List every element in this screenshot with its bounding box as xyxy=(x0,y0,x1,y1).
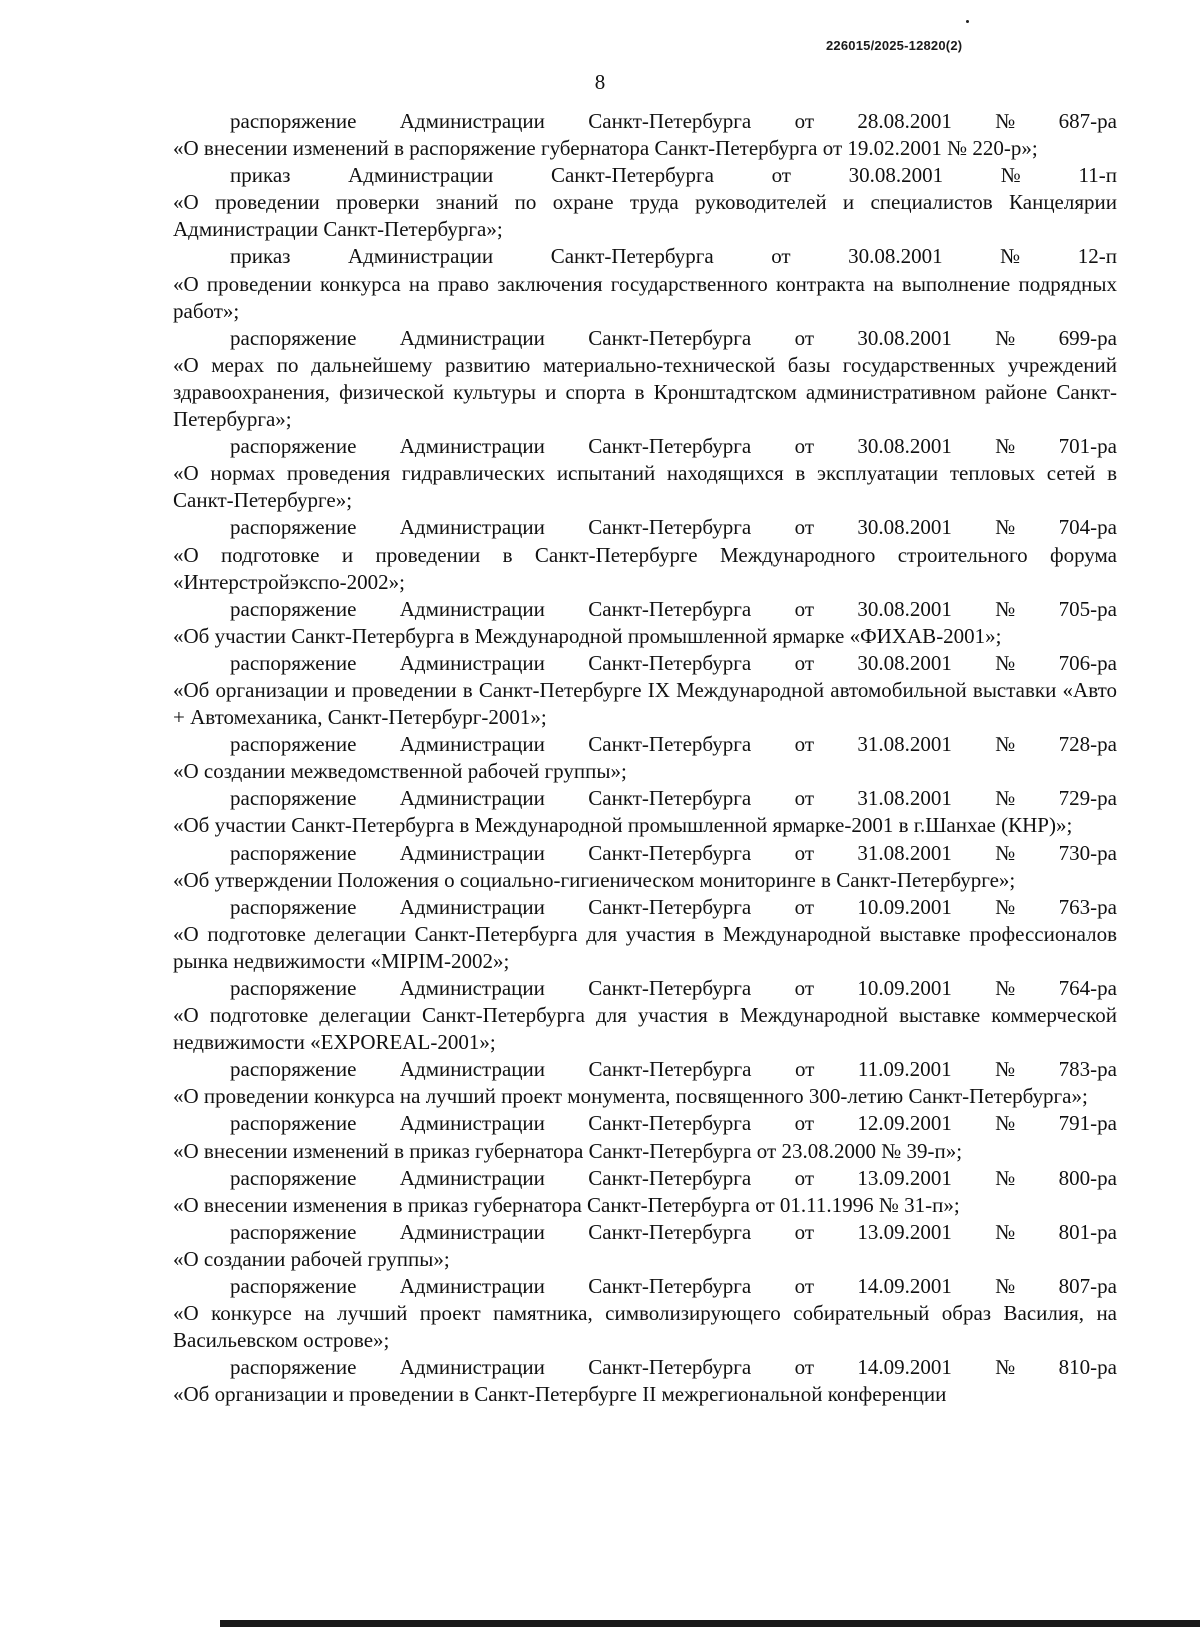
act-city: Санкт-Петербурга xyxy=(588,325,752,350)
act-date: 31.08.2001 xyxy=(857,732,952,757)
act-number: 783-ра xyxy=(1058,1057,1117,1082)
act-number: 729-ра xyxy=(1058,786,1117,811)
act-from: от xyxy=(794,1111,814,1136)
act-entry xyxy=(173,785,1117,839)
act-type: распоряжение xyxy=(230,1355,357,1380)
act-entry-header xyxy=(173,1219,1117,1246)
act-from: от xyxy=(794,1219,814,1244)
act-number: 701-ра xyxy=(1058,434,1117,459)
act-from: от xyxy=(771,163,791,188)
act-date: 30.08.2001 xyxy=(848,244,943,269)
act-from: от xyxy=(794,894,814,919)
act-title: «Об утверждении Положения о социально-гигиеническом мониторинге в Санкт-Петербурге»; xyxy=(173,867,1016,892)
act-from: от xyxy=(794,434,814,459)
act-no-sign: № xyxy=(995,515,1016,540)
act-type: распоряжение xyxy=(230,840,357,865)
act-city: Санкт-Петербурга xyxy=(588,434,752,459)
act-issuer: Администрации xyxy=(399,109,545,133)
act-entry xyxy=(173,243,1117,324)
act-date: 30.08.2001 xyxy=(857,325,952,350)
scan-speck xyxy=(966,20,969,23)
act-entry xyxy=(173,1354,1117,1408)
act-no-sign: № xyxy=(995,434,1016,459)
act-number: 699-ра xyxy=(1058,325,1117,350)
act-number: 728-ра xyxy=(1058,732,1117,757)
act-date: 31.08.2001 xyxy=(857,786,952,811)
act-city: Санкт-Петербурга xyxy=(588,596,752,621)
act-city: Санкт-Петербурга xyxy=(588,1057,752,1082)
act-issuer: Администрации xyxy=(399,434,545,459)
act-entry-header xyxy=(173,975,1117,1002)
act-date: 14.09.2001 xyxy=(857,1355,952,1380)
act-date: 30.08.2001 xyxy=(857,650,952,675)
act-entry-header xyxy=(173,1273,1117,1300)
act-issuer: Администрации xyxy=(399,1111,545,1136)
act-number: 12-п xyxy=(1077,244,1117,269)
act-type: распоряжение xyxy=(230,976,357,1000)
act-date: 28.08.2001 xyxy=(857,109,952,133)
act-entry xyxy=(173,162,1117,243)
act-city: Санкт-Петербурга xyxy=(588,1111,752,1136)
act-from: от xyxy=(794,1274,814,1299)
act-number: 807-ра xyxy=(1058,1274,1117,1299)
act-title: «О мерах по дальнейшему развитию материально-технической базы государственных учреждений здравоохранения, физической культуры и спорта в Кронштадтском административном районе Санкт-Петербурга»; xyxy=(173,352,1117,432)
act-entry-header xyxy=(173,514,1117,541)
act-title: «О создании межведомственной рабочей группы»; xyxy=(173,759,627,784)
act-entry-header xyxy=(173,433,1117,460)
act-title: «Об участии Санкт-Петербурга в Международной промышленной ярмарке «ФИХАВ-2001»; xyxy=(173,623,1002,648)
act-issuer: Администрации xyxy=(399,515,545,540)
act-city: Санкт-Петербурга xyxy=(588,1219,752,1244)
act-date: 13.09.2001 xyxy=(857,1165,952,1190)
act-entry-header xyxy=(173,840,1117,867)
act-from: от xyxy=(794,325,814,350)
act-issuer: Администрации xyxy=(399,650,545,675)
act-entry-header xyxy=(173,243,1117,270)
act-no-sign: № xyxy=(995,1274,1016,1299)
act-issuer: Администрации xyxy=(399,840,545,865)
act-from: от xyxy=(794,732,814,757)
act-issuer: Администрации xyxy=(399,1274,545,1299)
act-type: распоряжение xyxy=(230,596,357,621)
act-number: 11-п xyxy=(1078,163,1117,188)
act-type: распоряжение xyxy=(230,109,357,133)
act-date: 11.09.2001 xyxy=(857,1057,952,1082)
act-no-sign: № xyxy=(995,109,1016,133)
act-entry xyxy=(173,1219,1117,1273)
act-date: 30.08.2001 xyxy=(857,515,952,540)
act-entry xyxy=(173,433,1117,514)
act-city: Санкт-Петербурга xyxy=(588,1355,752,1380)
act-from: от xyxy=(794,109,814,133)
act-type: приказ xyxy=(230,244,291,269)
act-no-sign: № xyxy=(995,325,1016,350)
act-date: 30.08.2001 xyxy=(857,434,952,459)
act-type: распоряжение xyxy=(230,1274,357,1299)
act-title: «О внесении изменений в приказ губернатора Санкт-Петербурга от 23.08.2000 № 39-п»; xyxy=(173,1138,963,1163)
act-number: 791-ра xyxy=(1058,1111,1117,1136)
act-city: Санкт-Петербурга xyxy=(588,894,752,919)
act-title: «О проведении конкурса на лучший проект монумента, посвященного 300-летию Санкт-Петербурга»; xyxy=(173,1084,1088,1109)
act-entry-header xyxy=(173,894,1117,921)
act-entry-header xyxy=(173,731,1117,758)
act-type: распоряжение xyxy=(230,1165,357,1190)
act-city: Санкт-Петербурга xyxy=(588,786,752,811)
act-from: от xyxy=(794,596,814,621)
act-type: распоряжение xyxy=(230,325,357,350)
act-from: от xyxy=(794,786,814,811)
act-title: «О подготовке делегации Санкт-Петербурга для участия в Международной выставке профессионалов рынка недвижимости «MIPIM-2002»; xyxy=(173,921,1117,973)
act-entry-header xyxy=(173,596,1117,623)
act-issuer: Администрации xyxy=(348,163,494,188)
act-number: 764-ра xyxy=(1058,976,1117,1000)
act-number: 705-ра xyxy=(1058,596,1117,621)
act-city: Санкт-Петербурга xyxy=(550,244,714,269)
act-title: «О нормах проведения гидравлических испытаний находящихся в эксплуатации тепловых сетей в Санкт-Петербурге»; xyxy=(173,461,1117,513)
act-entry-header xyxy=(173,1056,1117,1083)
act-type: распоряжение xyxy=(230,1111,357,1136)
act-entry-header xyxy=(173,1165,1117,1192)
act-number: 687-ра xyxy=(1058,109,1117,133)
act-entry xyxy=(173,975,1117,1056)
act-from: от xyxy=(794,650,814,675)
act-type: распоряжение xyxy=(230,732,357,757)
act-from: от xyxy=(794,515,814,540)
act-no-sign: № xyxy=(995,894,1016,919)
act-entry xyxy=(173,731,1117,785)
act-from: от xyxy=(794,840,814,865)
act-issuer: Администрации xyxy=(399,894,545,919)
document-id: 226015/2025-12820(2) xyxy=(826,38,963,53)
act-date: 14.09.2001 xyxy=(857,1274,952,1299)
scan-bottom-edge xyxy=(220,1620,1200,1627)
act-title: «О проведении проверки знаний по охране труда руководителей и специалистов Канцелярии Администрации Санкт-Петербурга»; xyxy=(173,190,1117,242)
act-entry xyxy=(173,1273,1117,1354)
act-issuer: Администрации xyxy=(399,1165,545,1190)
act-number: 810-ра xyxy=(1058,1355,1117,1380)
act-no-sign: № xyxy=(995,1057,1016,1082)
act-type: приказ xyxy=(230,163,291,188)
act-entry-header xyxy=(173,325,1117,352)
act-title: «О проведении конкурса на право заключения государственного контракта на выполнение подрядных работ»; xyxy=(173,271,1117,323)
act-no-sign: № xyxy=(995,1355,1016,1380)
act-title: «О подготовке делегации Санкт-Петербурга для участия в Международной выставке коммерческой недвижимости «EXPOREAL-2001»; xyxy=(173,1003,1117,1055)
act-date: 13.09.2001 xyxy=(857,1219,952,1244)
act-title: «О создании рабочей группы»; xyxy=(173,1246,450,1271)
act-entry xyxy=(173,108,1117,162)
act-type: распоряжение xyxy=(230,515,357,540)
act-type: распоряжение xyxy=(230,650,357,675)
act-city: Санкт-Петербурга xyxy=(588,515,752,540)
act-entry-header xyxy=(173,162,1117,189)
act-no-sign: № xyxy=(995,1111,1016,1136)
act-city: Санкт-Петербурга xyxy=(588,109,752,133)
act-date: 10.09.2001 xyxy=(857,894,952,919)
act-issuer: Администрации xyxy=(399,1355,545,1380)
act-title: «О внесении изменений в распоряжение губернатора Санкт-Петербурга от 19.02.2001 № 220-р»; xyxy=(173,136,1038,161)
act-no-sign: № xyxy=(995,786,1016,811)
act-title: «Об организации и проведении в Санкт-Петербурге II межрегиональной конференции xyxy=(173,1382,947,1407)
act-no-sign: № xyxy=(995,1165,1016,1190)
act-type: распоряжение xyxy=(230,434,357,459)
act-entry-header xyxy=(173,1354,1117,1381)
act-type: распоряжение xyxy=(230,1219,357,1244)
act-issuer: Администрации xyxy=(399,596,545,621)
act-entry-header xyxy=(173,1110,1117,1137)
act-no-sign: № xyxy=(995,976,1016,1000)
act-city: Санкт-Петербурга xyxy=(588,1165,752,1190)
act-from: от xyxy=(771,244,791,269)
act-no-sign: № xyxy=(995,650,1016,675)
act-entry-header xyxy=(173,785,1117,812)
act-entry xyxy=(173,1165,1117,1219)
act-entry xyxy=(173,514,1117,595)
act-title: «Об организации и проведении в Санкт-Петербурге IX Международной автомобильной выставки «Авто + Автомеханика, Санкт-Петербург-2001»; xyxy=(173,677,1117,730)
act-city: Санкт-Петербурга xyxy=(588,732,752,757)
act-entry xyxy=(173,840,1117,894)
act-title: «О конкурсе на лучший проект памятника, символизирующего собирательный образ Василия, на Васильевском острове»; xyxy=(173,1301,1117,1353)
act-issuer: Администрации xyxy=(348,244,494,269)
act-title: «Об участии Санкт-Петербурга в Международной промышленной ярмарке-2001 в г.Шанхае (КНР)»; xyxy=(173,813,1073,838)
act-number: 801-ра xyxy=(1058,1219,1117,1244)
act-date: 31.08.2001 xyxy=(857,840,952,865)
act-no-sign: № xyxy=(995,1219,1016,1244)
act-entry xyxy=(173,325,1117,433)
act-city: Санкт-Петербурга xyxy=(588,976,752,1000)
act-issuer: Администрации xyxy=(399,976,545,1000)
act-entry xyxy=(173,1110,1117,1164)
act-number: 763-ра xyxy=(1058,894,1117,919)
act-no-sign: № xyxy=(995,840,1016,865)
act-title: «О подготовке и проведении в Санкт-Петербурге Международного строительного форума «Интерстройэкспо-2002»; xyxy=(173,542,1117,594)
act-date: 30.08.2001 xyxy=(857,596,952,621)
act-number: 706-ра xyxy=(1058,650,1117,675)
act-type: распоряжение xyxy=(230,1057,357,1082)
act-type: распоряжение xyxy=(230,894,357,919)
document-body xyxy=(173,108,1117,1409)
act-from: от xyxy=(794,1165,814,1190)
act-issuer: Администрации xyxy=(399,1219,545,1244)
act-date: 12.09.2001 xyxy=(857,1111,952,1136)
act-city: Санкт-Петербурга xyxy=(588,840,752,865)
act-entry-header xyxy=(173,108,1117,135)
act-no-sign: № xyxy=(1000,244,1021,269)
act-issuer: Администрации xyxy=(399,1057,546,1082)
act-issuer: Администрации xyxy=(399,325,545,350)
act-no-sign: № xyxy=(1000,163,1021,188)
act-city: Санкт-Петербурга xyxy=(588,650,752,675)
page-number: 8 xyxy=(594,70,606,94)
act-number: 704-ра xyxy=(1058,515,1117,540)
act-from: от xyxy=(794,1057,815,1082)
act-entry xyxy=(173,596,1117,650)
act-date: 10.09.2001 xyxy=(857,976,952,1000)
act-city: Санкт-Петербурга xyxy=(550,163,714,188)
act-from: от xyxy=(794,1355,814,1380)
act-date: 30.08.2001 xyxy=(848,163,944,188)
act-city: Санкт-Петербурга xyxy=(588,1274,752,1299)
act-no-sign: № xyxy=(995,596,1016,621)
act-number: 800-ра xyxy=(1058,1165,1117,1190)
act-issuer: Администрации xyxy=(399,732,545,757)
act-no-sign: № xyxy=(995,732,1016,757)
act-entry xyxy=(173,1056,1117,1110)
act-entry-header xyxy=(173,650,1117,677)
act-issuer: Администрации xyxy=(399,786,545,811)
act-entry xyxy=(173,650,1117,731)
act-from: от xyxy=(794,976,814,1000)
act-number: 730-ра xyxy=(1058,840,1117,865)
act-title: «О внесении изменения в приказ губернатора Санкт-Петербурга от 01.11.1996 № 31-п»; xyxy=(173,1192,960,1217)
act-entry xyxy=(173,894,1117,975)
act-type: распоряжение xyxy=(230,786,357,811)
